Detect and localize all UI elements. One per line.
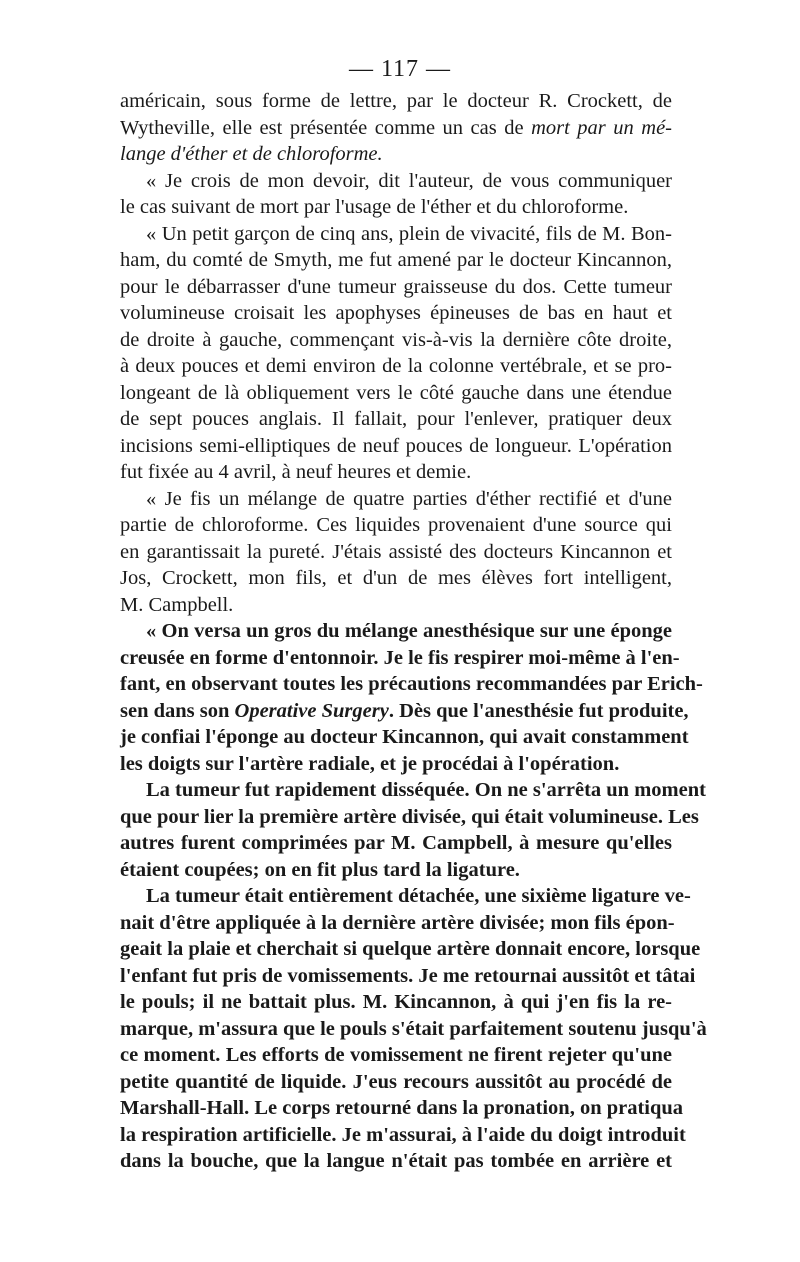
italic-text: lange d'éther et de chloroforme. — [120, 143, 383, 165]
text-line: geait la plaie et cherchait si quelque artère donnait encore, lorsque — [120, 938, 701, 960]
text-line: en garantissait la pureté. J'étais assisté des docteurs Kincannon et — [120, 540, 672, 563]
text-line: dans la bouche, que la langue n'était pas tombée en arrière et — [120, 1150, 672, 1172]
text-line: la respiration artificielle. Je m'assurai, à l'aide du doigt introduit — [120, 1123, 686, 1146]
text-line: volumineuse croisait les apophyses épineuses de bas en haut et — [120, 302, 672, 324]
text-line: longeant de là obliquement vers le côté gauche dans une étendue — [120, 381, 672, 404]
text-line: fant, en observant toutes les précautions recommandées par Erich- — [120, 673, 703, 695]
text-line: américain, sous forme de lettre, par le docteur R. Crockett, de — [120, 90, 672, 112]
text-line: creusée en forme d'entonnoir. Je le fis respirer moi-même à l'en- — [120, 646, 680, 669]
text-line: pour le débarrasser d'une tumeur graisseuse du dos. Cette tumeur — [120, 275, 672, 298]
text-line: sen dans son Operative Surgery. Dès que l'anesthésie fut produite, — [120, 699, 689, 722]
text-line: petite quantité de liquide. J'eus recours aussitôt au procédé de — [120, 1070, 672, 1093]
text-line: de droite à gauche, commençant vis-à-vis la dernière côte droite, — [120, 328, 672, 351]
text-line: partie de chloroforme. Ces liquides provenaient d'une source qui — [120, 514, 672, 536]
text-line: l'enfant fut pris de vomissements. Je me retournai aussitôt et tâtai — [120, 964, 696, 987]
text-line: incisions semi-elliptiques de neuf pouces de longueur. L'opération — [120, 434, 672, 457]
text-line: Jos, Crockett, mon fils, et d'un de mes élèves fort intelligent, — [120, 567, 672, 589]
text-line: M. Campbell. — [120, 593, 234, 616]
text-line: étaient coupées; on en fit plus tard la ligature. — [120, 858, 520, 881]
italic-text: Operative Surgery — [234, 699, 389, 722]
text-line: autres furent comprimées par M. Campbell, à mesure qu'elles — [120, 832, 672, 854]
text-line: « Je crois de mon devoir, dit l'auteur, de vous communiquer — [146, 169, 672, 192]
italic-text: mort par un mé- — [531, 116, 673, 139]
page-number: — 117 — — [348, 56, 452, 82]
text-line: La tumeur fut rapidement disséquée. On ne s'arrêta un moment — [146, 779, 706, 801]
text-line: ham, du comté de Smyth, me fut amené par le docteur Kincannon, — [120, 249, 672, 271]
text-line: « On versa un gros du mélange anesthésique sur une éponge — [146, 620, 672, 642]
text-line — [120, 141, 672, 168]
text-line: de sept pouces anglais. Il fallait, pour l'enlever, pratiquer deux — [120, 408, 672, 430]
text-line: Marshall-Hall. Le corps retourné dans la pronation, on pratiqua — [120, 1097, 684, 1119]
text-line: le cas suivant de mort par l'usage de l'éther et du chloroforme. — [120, 196, 629, 218]
text-line: ce moment. Les efforts de vomissement ne firent rejeter qu'une — [120, 1044, 672, 1066]
text-line: fut fixée au 4 avril, à neuf heures et demie. — [120, 461, 472, 483]
text-line: les doigts sur l'artère radiale, et je procédai à l'opération. — [120, 752, 620, 775]
text-line: je confiai l'éponge au docteur Kincannon, qui avait constamment — [120, 726, 689, 748]
text-line: marque, m'assura que le pouls s'était parfaitement soutenu jusqu'à — [120, 1017, 707, 1040]
text-line: à deux pouces et demi environ de la colonne vertébrale, et se pro- — [120, 355, 672, 377]
body-text — [120, 88, 707, 1175]
text-line: nait d'être appliquée à la dernière artère divisée; mon fils épon- — [120, 911, 675, 934]
text-line: « Un petit garçon de cinq ans, plein de vivacité, fils de M. Bon- — [146, 222, 672, 245]
text-line: La tumeur était entièrement détachée, une sixième ligature ve- — [146, 885, 691, 907]
text-line: « Je fis un mélange de quatre parties d'éther rectifié et d'une — [146, 487, 672, 510]
text-line: que pour lier la première artère divisée, qui était volumineuse. Les — [120, 805, 699, 828]
text-line: Wytheville, elle est présentée comme un cas de mort par un mé- — [120, 116, 673, 139]
text-line: le pouls; il ne battait plus. M. Kincannon, à qui j'en fis la re- — [120, 991, 672, 1013]
